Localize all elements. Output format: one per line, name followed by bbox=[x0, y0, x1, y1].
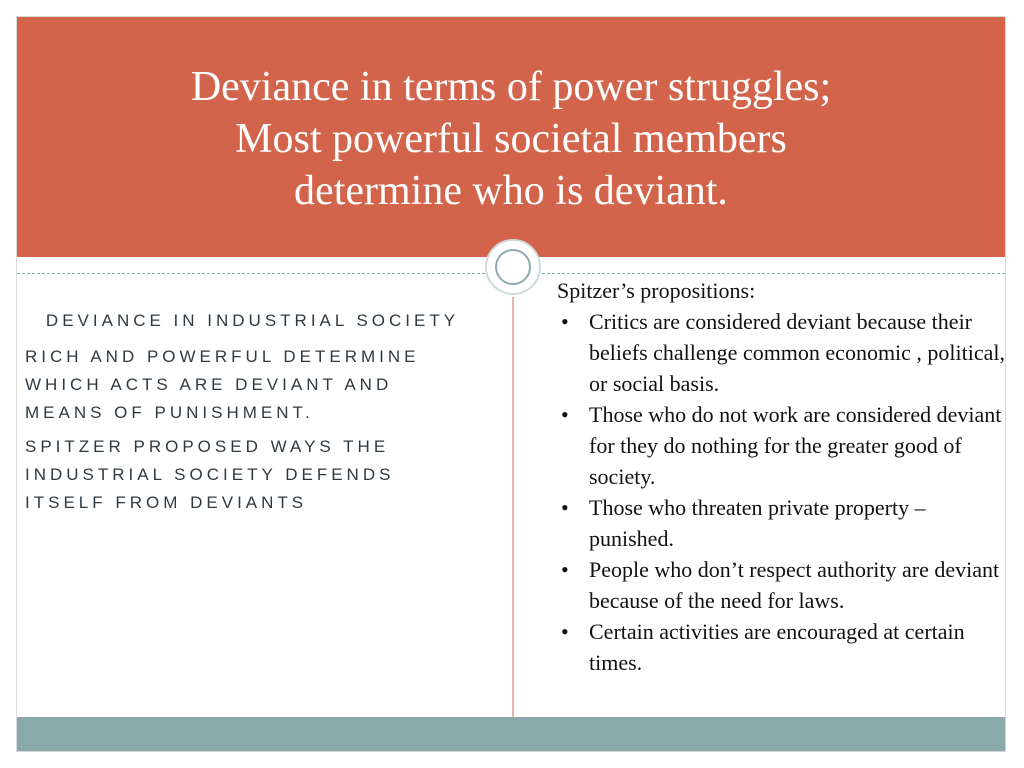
list-item bbox=[557, 492, 1006, 554]
bullet-text: Those who threaten private property – punished. bbox=[589, 495, 926, 551]
title-line-1: Deviance in terms of power struggles; bbox=[190, 64, 832, 110]
title-band bbox=[17, 17, 1005, 257]
left-paragraph-1: RICH AND POWERFUL DETERMINE WHICH ACTS ARE DEVIANT AND MEANS OF PUNISHMENT. bbox=[25, 347, 420, 422]
bullet-icon: • bbox=[561, 495, 569, 520]
right-column bbox=[557, 275, 1006, 678]
bullet-icon: • bbox=[561, 557, 569, 582]
title-line-2: Most powerful societal members bbox=[235, 116, 787, 162]
slide bbox=[16, 16, 1006, 752]
list-item bbox=[557, 306, 1006, 399]
bullet-text: Critics are considered deviant because their beliefs challenge common economic , political, or social basis. bbox=[589, 309, 1006, 396]
left-paragraph-2: SPITZER PROPOSED WAYS THE INDUSTRIAL SOCIETY DEFENDS ITSELF FROM DEVIANTS bbox=[25, 437, 395, 512]
bullet-text: Certain activities are encouraged at certain times. bbox=[589, 619, 965, 675]
circle-ornament-inner bbox=[495, 249, 531, 285]
bullet-list bbox=[557, 306, 1006, 678]
list-item bbox=[557, 399, 1006, 492]
list-item bbox=[557, 616, 1006, 678]
right-intro: Spitzer’s propositions: bbox=[557, 278, 756, 303]
bullet-icon: • bbox=[561, 402, 569, 427]
vertical-divider bbox=[512, 297, 514, 717]
left-heading: DEVIANCE IN INDUSTRIAL SOCIETY bbox=[45, 311, 460, 330]
footer-band bbox=[17, 717, 1005, 752]
slide-title bbox=[97, 61, 925, 217]
left-column bbox=[25, 307, 480, 523]
circle-ornament-icon bbox=[485, 239, 541, 295]
title-line-3: determine who is deviant. bbox=[294, 168, 728, 214]
bullet-text: Those who do not work are considered deviant for they do nothing for the greater good of society. bbox=[589, 402, 1002, 489]
bullet-text: People who don’t respect authority are deviant because of the need for laws. bbox=[589, 557, 1000, 613]
list-item bbox=[557, 554, 1006, 616]
bullet-icon: • bbox=[561, 619, 569, 644]
bullet-icon: • bbox=[561, 309, 569, 334]
